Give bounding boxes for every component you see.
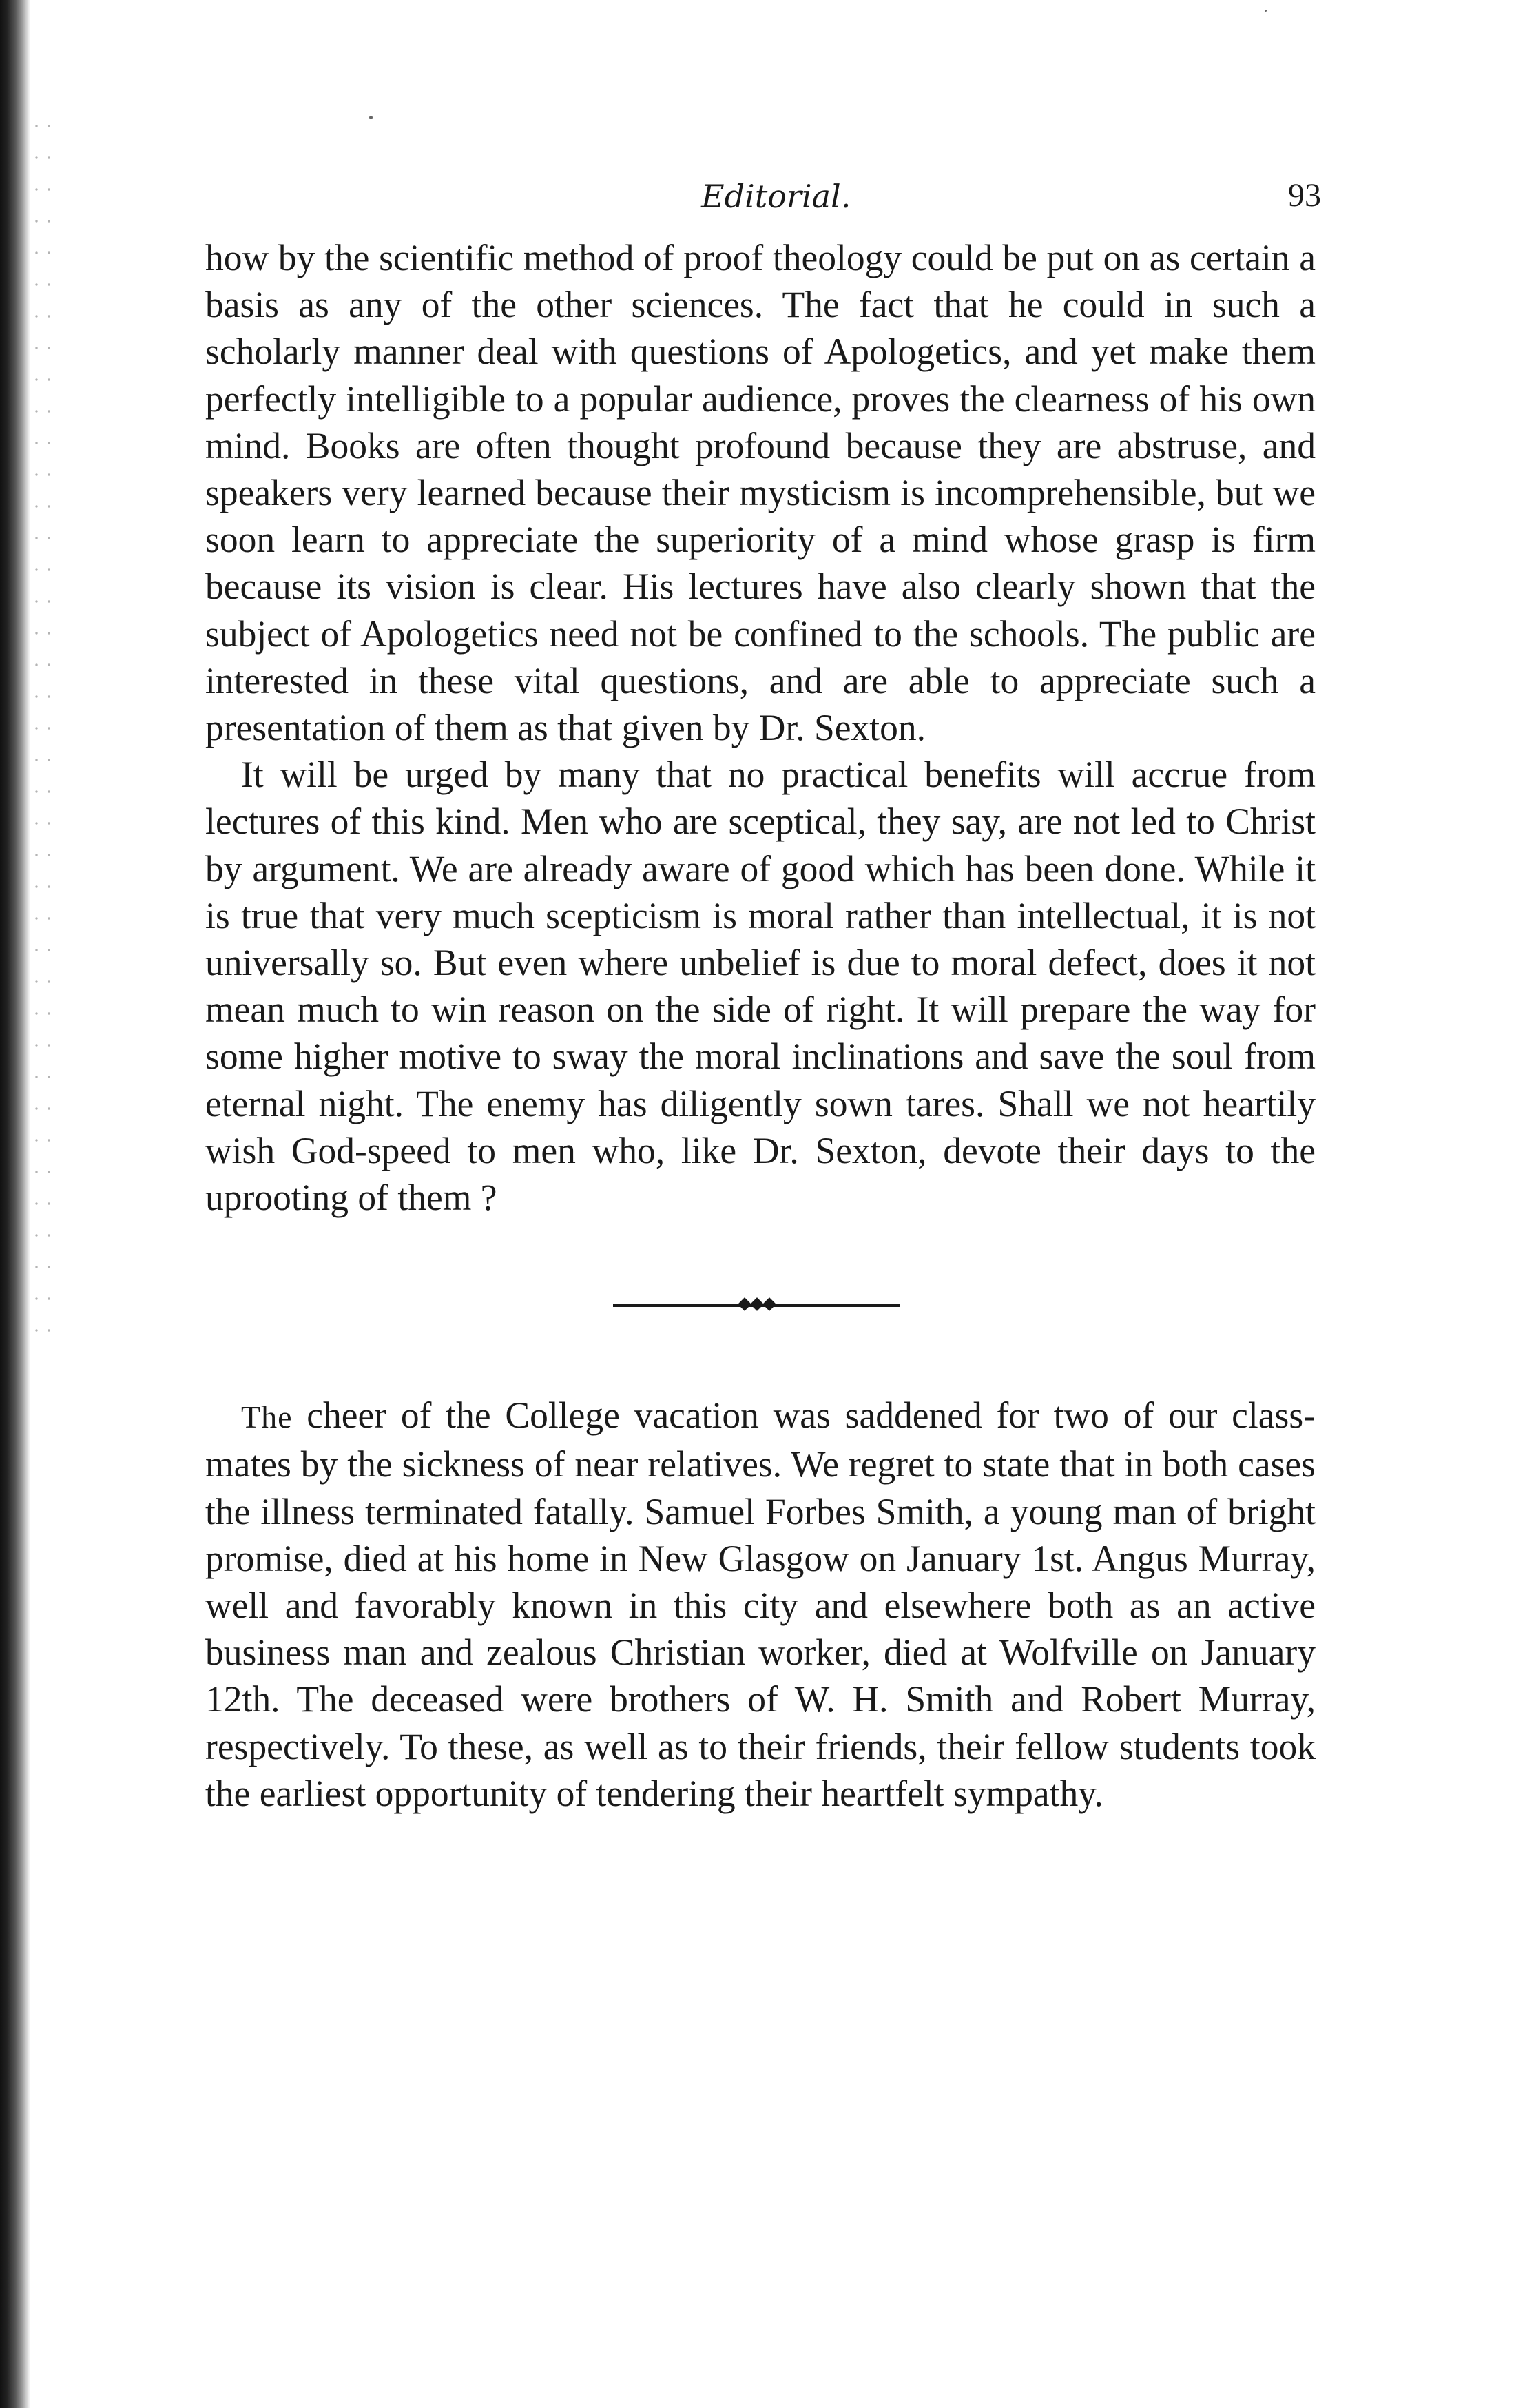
binding-shadow-dots <box>30 110 55 1350</box>
divider-ornament <box>738 1297 751 1311</box>
page-content <box>205 165 1321 1817</box>
paragraph-continued: how by the scientific method of proof theology could be put on as certain a basis as any of the other sciences. The fact that he could in such a scholarly manner deal with questions of Apologetics, and yet make them perfectly intelligible to a popular audience, proves the clearness of his own mind. Books are often thought profound because they are abstruse, and speakers very learned because their mysticism is incomprehensible, but we soon learn to appreciate the superiority of a mind whose grasp is firm because its vision is clear. His lectures have also clearly shown that the subject of Apologetics need not be confined to the schools. The public are interested in these vital questions, and are able to appreciate such a presentation of them as that given by Dr. Sexton. <box>205 237 1316 749</box>
page-speck <box>369 116 373 119</box>
running-head-title: Editorial. <box>701 178 851 215</box>
section-divider <box>205 1293 1316 1320</box>
divider-ornament <box>750 1297 764 1311</box>
page-number: 93 <box>1288 177 1321 214</box>
paragraph-lead-word: The <box>241 1399 293 1435</box>
running-head <box>205 165 1321 234</box>
paragraph-practical-benefits: It will be urged by many that no practical benefits will accrue from lectures of this kind. Men who are sceptical, they say, are not led to Christ by argument. We are already aware of good which has been done. While it is true that very much scepticism is moral rather than intellectual, it is not universally so. But even where unbelief is due to moral defect, does it not mean much to win reason on the side of right. It will prepare the way for some higher motive to sway the moral inclinations and save the soul from eternal night. The enemy has diligently sown tares. Shall we not heartily wish God-speed to men who, like Dr. Sexton, devote their days to the uprooting of them ? <box>205 754 1316 1219</box>
divider-ornament <box>762 1297 776 1311</box>
page-speck <box>1265 10 1267 12</box>
paragraph-obituary-text: cheer of the College vacation was saddened for two of our class-mates by the sickness of near relatives. We regret to state that in both cases the illness terminated fatally. Samuel Forbes Smith, a young man of bright promise, died at his home in New Glasgow on January 1st. Angus Murray, well and favorably known in this city and elsewhere both as an active business man and zealous Christian worker, died at Wolfville on January 12th. The deceased were brothers of W. H. Smith and Robert Murray, respectively. To these, as well as to their friends, their fellow students took the earliest opportunity of tendering their heartfelt sympathy. <box>205 1395 1316 1814</box>
paragraph-obituary <box>205 1392 1316 1817</box>
page-binding-edge <box>0 0 30 2408</box>
